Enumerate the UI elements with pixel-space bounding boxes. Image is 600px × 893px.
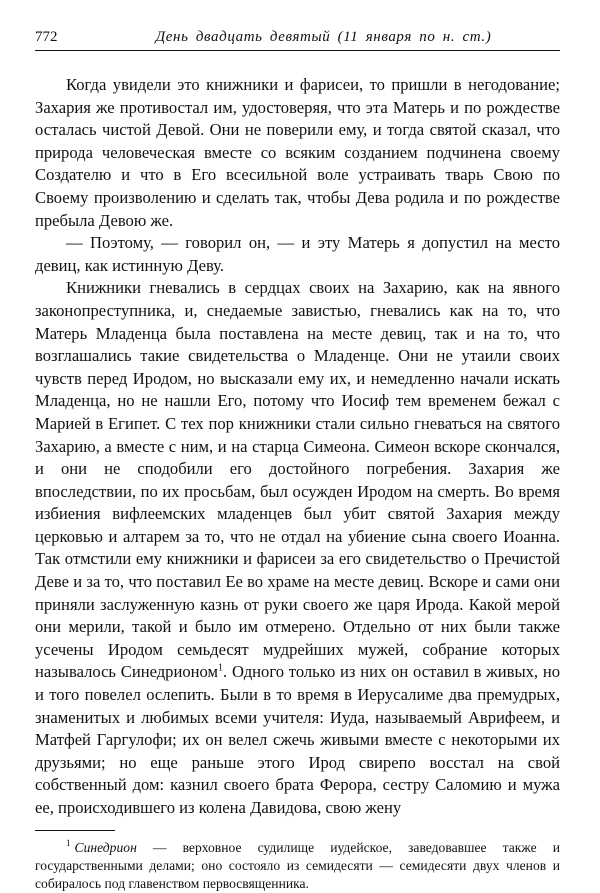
body-text — [35, 74, 560, 820]
paragraph — [35, 277, 560, 819]
paragraph-text: Книжники гневались в сердцах своих на Захарию, как на явного законопреступника, и, снедаемые завистью, гневались как на то, что Матерь Младенца была поставлена на месте девиц, так и на то, что возглашались такие свидетельства о Младенце. Они не утаили своих чувств перед Иродом, но высказали ему их, и немедленно начали искать Младенца, но не нашли Его, потому что Иосиф тем временем бежал с Марией в Египет. С тех пор книжники стали сильно гневаться на святого Захарию, а вместе с ним, и на старца Симеона. Симеон вскоре скончался, и они не сподобили его достойного погребения. Захария же впоследствии, по их просьбам, был осужден Иродом на смерть. Во время избиения вифлеемских младенцев был убит святой Захария между церковью и алтарем за то, что не отдал на убиение сына своего Иоанна. Так отмстили ему книжники и фарисеи за его свидетельство о Пречистой Деве и за то, что поставил Ее во храме на месте девиц. Вскоре и сами они приняли заслуженную казнь от руки своего же царя Ирода. Какой мерой они мерили, такой и было им отмерено. Отдельно от них были также усечены Иродом семьдесят мудрейших мужей, собрание которых называлось Синедрионом — [35, 278, 560, 682]
paragraph-text-continued: . Одного только из них он оставил в живых, но и того повелел ослепить. Были в то время в Иерусалиме два премудрых, знаменитых и любимых всеми учителя: Иуда, называемый Аврифеем, и Матфей Гаргулофи; их он велел сжечь живыми вместе с некоторыми их друзьями; но еще раньше этого Ирод свирепо восстал на свой собственный дом: казнил своего брата Ферора, сестру Саломию и мужа ее, происходившего из колена Давидова, свою жену — [35, 662, 560, 817]
paragraph: — Поэтому, — говорил он, — и эту Матерь я допустил на место девиц, как истинную Деву. — [35, 233, 560, 275]
book-page — [35, 28, 560, 893]
running-title: День двадцать девятый (11 января по н. ст.) — [155, 29, 492, 45]
paragraph: Когда увидели это книжники и фарисеи, то пришли в негодование; Захария же противостал им, удостоверяя, что эта Матерь и по рождестве осталась чистой Девой. Они не поверили ему, и тогда святой сказал, что природа человеческая вместе со всяким созданием подчинена своему Создателю и что в Его всесильной воле устраивать тварь Свою по Своему произволению и сделать так, чтобы Дева родила и по рождестве пребыла Девою же. — [35, 75, 560, 230]
page-number: 772 — [35, 29, 58, 45]
footnote-divider — [35, 830, 115, 831]
footnote-text: — верховное судилище иудейское, заведовавшее также и государственными делами; оно состояло из семидесяти — семидесяти двух членов и собиралось под главенством первосвященника. — [35, 839, 560, 891]
footnote-term: Синедрион — [74, 839, 137, 855]
footnote-mark: 1 — [66, 838, 71, 849]
footnote — [35, 839, 560, 893]
footnote-reference[interactable]: 1 — [218, 662, 224, 674]
running-header — [35, 28, 560, 51]
